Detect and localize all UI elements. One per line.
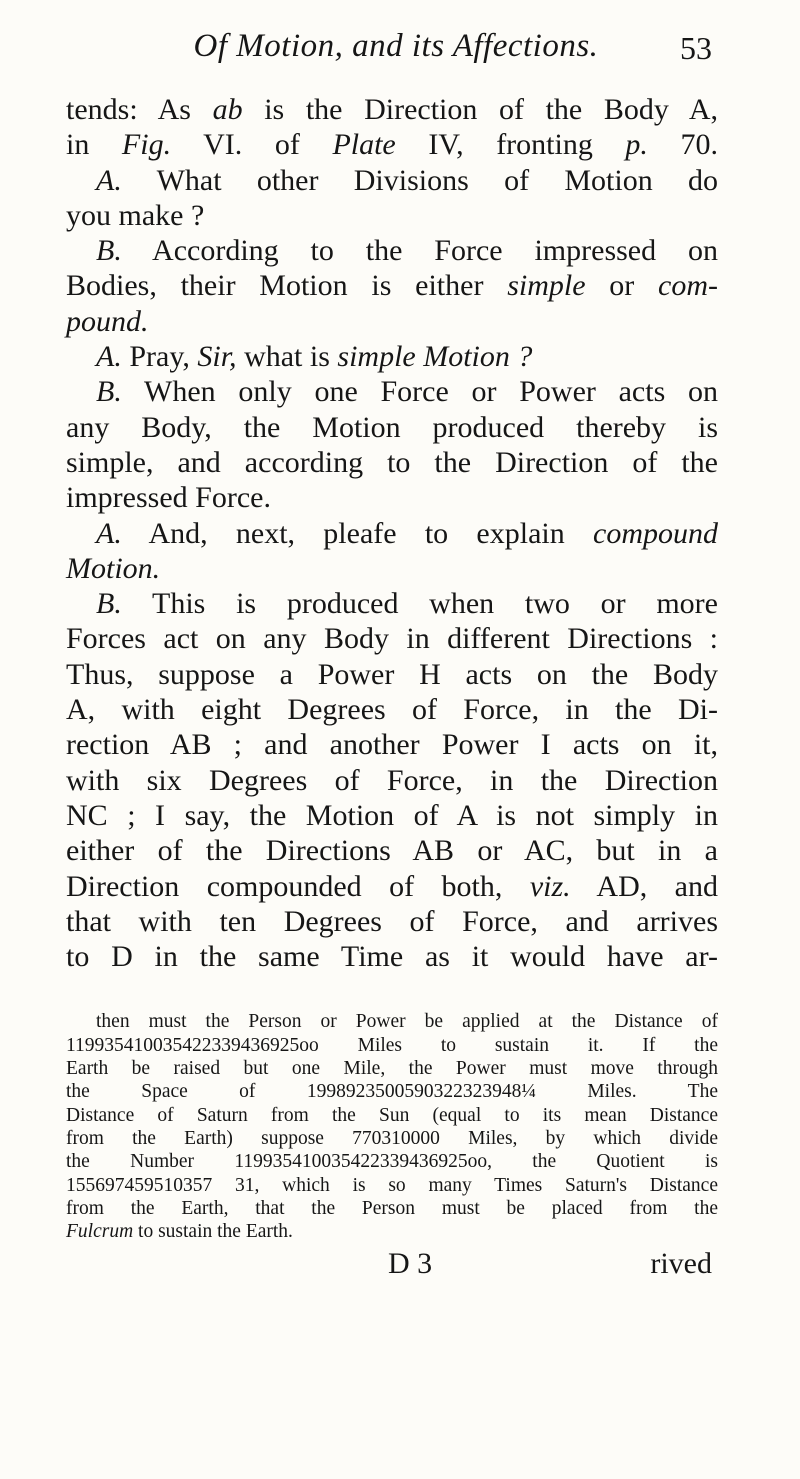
text-line: tends: As ab is the Direction of the Body A, (66, 93, 718, 126)
text-line: in Fig. VI. of Plate IV, fronting p. 70. (66, 128, 718, 162)
text-line: impressed Force. (66, 481, 271, 515)
text-line: A. And, next, pleafe to explain compound (96, 516, 718, 550)
speaker-a: A. (96, 163, 122, 197)
text-line: A. Pray, Sir, what is simple Motion ? (96, 340, 533, 374)
footnote-line: from the Earth, that the Person must be placed from the (66, 1197, 718, 1219)
footnote-line: from the Earth) suppose 770310000 Miles, by which divide (66, 1127, 718, 1149)
text-line: pound. (66, 304, 149, 338)
text-line: NC ; I say, the Motion of A is not simply in (66, 798, 718, 832)
speaker-b: B. (96, 234, 122, 268)
text-line: any Body, the Motion produced thereby is (66, 410, 718, 444)
footnote-line: the Space of 1998923500590322323948¼ Miles. The (66, 1081, 718, 1103)
text-line: Thus, suppose a Power H acts on the Body (66, 657, 718, 691)
footnote-line: the Number 119935410035422339436925oo, the Quotient is (66, 1151, 718, 1173)
catchword: rived (650, 1247, 712, 1281)
footnote (66, 1010, 718, 1243)
footnote-line: 155697459510357 31, which is so many Times Saturn's Distance (66, 1174, 718, 1196)
footnote-line: Distance of Saturn from the Sun (equal to its mean Distance (66, 1104, 718, 1126)
speaker-b: B. (96, 587, 122, 621)
text-line: simple, and according to the Direction of the (66, 445, 718, 479)
speaker-b: B. (96, 375, 122, 409)
footnote-line: 119935410035422339436925oo Miles to sustain it. If the (66, 1034, 718, 1056)
running-head (66, 28, 718, 88)
text-line: with six Degrees of Force, in the Direction (66, 763, 718, 797)
text-line: A, with eight Degrees of Force, in the Di- (66, 693, 718, 727)
footnote-line: Fulcrum to sustain the Earth. (66, 1221, 293, 1243)
page-footer (66, 1247, 718, 1281)
text-line: Direction compounded of both, viz. AD, and (66, 869, 718, 903)
page-number: 53 (680, 30, 712, 66)
main-text (66, 92, 718, 974)
text-line: Motion. (66, 551, 161, 585)
text-line: rection AB ; and another Power I acts on it, (66, 728, 718, 762)
text-line: Forces act on any Body in different Directions : (66, 622, 718, 656)
speaker-a: A. (96, 516, 122, 550)
text-line: A. What other Divisions of Motion do (96, 163, 718, 197)
text-line: B. This is produced when two or more (96, 587, 718, 621)
text-line: B. When only one Force or Power acts on (96, 375, 718, 409)
signature-mark: D 3 (388, 1247, 433, 1281)
text-line: to D in the same Time as it would have ar- (66, 940, 718, 974)
text-line: Bodies, their Motion is either simple or com- (66, 269, 718, 303)
speaker-a: A. (96, 340, 122, 374)
running-title: Of Motion, and its Affections. (193, 28, 599, 64)
text-line: that with ten Degrees of Force, and arrives (66, 904, 718, 938)
footnote-line: then must the Person or Power be applied at the Distance of (96, 1011, 718, 1033)
text-line: B. According to the Force impressed on (96, 234, 718, 268)
text-line: you make ? (66, 198, 205, 232)
text-line: either of the Directions AB or AC, but in a (66, 834, 718, 868)
footnote-line: Earth be raised but one Mile, the Power must move through (66, 1058, 718, 1080)
